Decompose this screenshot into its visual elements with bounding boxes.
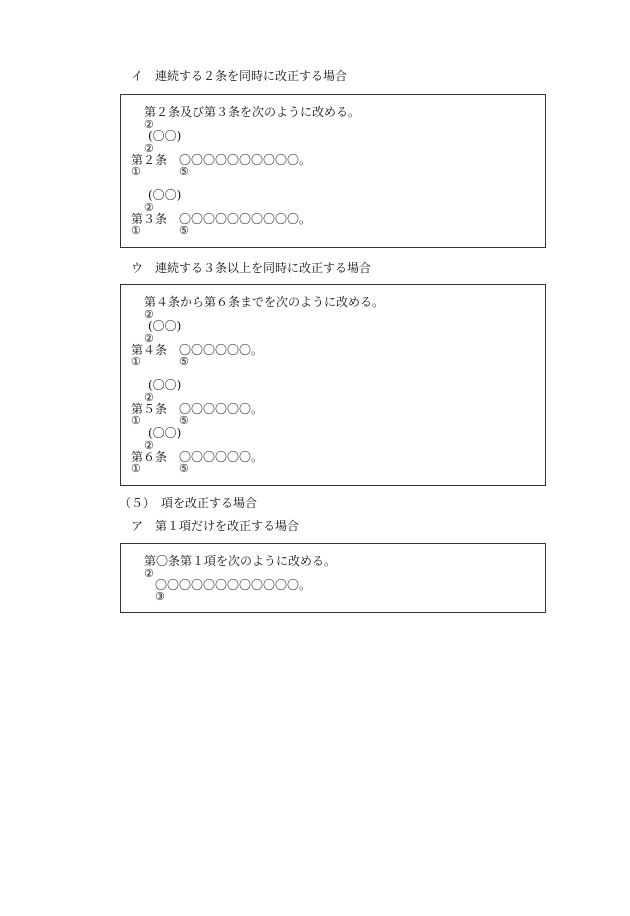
body-text-5a: 〇〇〇〇〇〇〇〇〇〇〇〇。 (155, 578, 312, 592)
article-text-u-1: 〇〇〇〇〇〇。 (179, 343, 264, 357)
heading-section-i: イ 連続する２条を同時に改正する場合 (131, 69, 348, 83)
article-text-i-2: 〇〇〇〇〇〇〇〇〇〇。 (179, 212, 312, 226)
article-label-i-1: 第２条 (131, 153, 168, 167)
intro-text-5a: 第〇条第１項を次のように改める。 (144, 554, 337, 568)
intro-text-u: 第４条から第６条までを次のように改める。 (144, 295, 385, 309)
article-label-u-3: 第６条 (131, 450, 168, 464)
article-caption-i-2: (〇〇) (148, 188, 182, 202)
mark-right-i-1: ⑤ (179, 165, 189, 178)
article-label-u-1: 第４条 (131, 343, 168, 357)
article-caption-u-1: (〇〇) (148, 319, 182, 333)
mark-left-i-2: ① (131, 224, 141, 237)
mark-right-u-2: ⑤ (179, 414, 189, 427)
intro-mark-i: ② (144, 118, 154, 131)
mark-left-u-1: ① (131, 355, 141, 368)
mark-right-u-3: ⑤ (179, 462, 189, 475)
article-caption-u-2: (〇〇) (148, 378, 182, 392)
article-label-i-2: 第３条 (131, 212, 168, 226)
intro-mark-5a: ② (144, 567, 154, 580)
mark-left-u-2: ① (131, 414, 141, 427)
caption-mark-u-2: ② (144, 391, 154, 404)
heading-section-u: ウ 連続する３条以上を同時に改正する場合 (131, 261, 372, 275)
mark-right-u-1: ⑤ (179, 355, 189, 368)
caption-mark-u-1: ② (144, 332, 154, 345)
mark-right-i-2: ⑤ (179, 224, 189, 237)
article-text-u-3: 〇〇〇〇〇〇。 (179, 450, 264, 464)
mark-left-i-1: ① (131, 165, 141, 178)
article-text-u-2: 〇〇〇〇〇〇。 (179, 402, 264, 416)
caption-mark-u-3: ② (144, 439, 154, 452)
intro-mark-u: ② (144, 308, 154, 321)
body-mark-5a: ③ (155, 590, 165, 603)
mark-left-u-3: ① (131, 462, 141, 475)
article-label-u-2: 第５条 (131, 402, 168, 416)
caption-mark-i-1: ② (144, 142, 154, 155)
intro-text-i: 第２条及び第３条を次のように改める。 (144, 105, 361, 119)
subheading-section-5a: ア 第１項だけを改正する場合 (131, 519, 300, 533)
article-text-i-1: 〇〇〇〇〇〇〇〇〇〇。 (179, 153, 312, 167)
heading-section-5: （５） 項を改正する場合 (119, 496, 258, 510)
article-caption-i-1: (〇〇) (148, 129, 182, 143)
article-caption-u-3: (〇〇) (148, 426, 182, 440)
caption-mark-i-2: ② (144, 201, 154, 214)
